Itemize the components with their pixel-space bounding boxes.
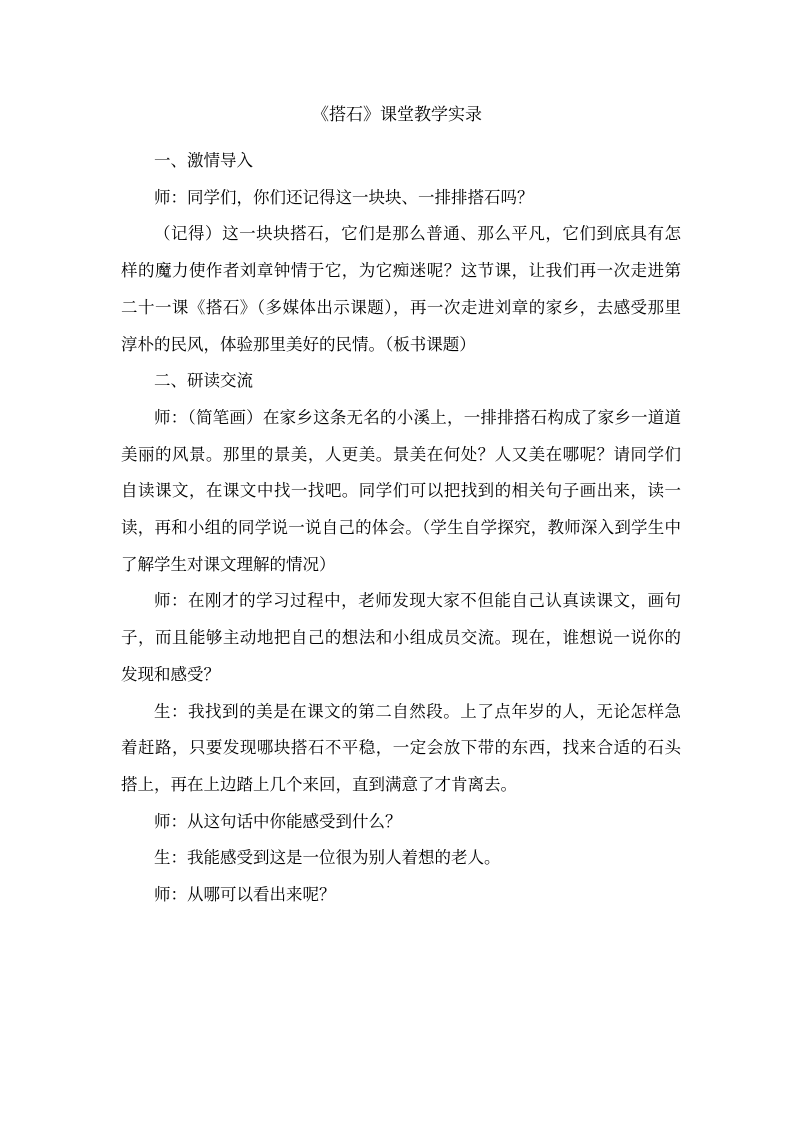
paragraph: 生：我找到的美是在课文的第二自然段。上了点年岁的人，无论怎样急着赶路，只要发现哪块搭石不平稳，一定会放下带的东西，找来合适的石头搭上，再在上边踏上几个来回，直到满意了才肯离去。 <box>121 701 681 794</box>
paragraph: 师：在刚才的学习过程中，老师发现大家不但能自己认真读课文，画句子，而且能够主动地把自己的想法和小组成员交流。现在，谁想说一说你的发现和感受？ <box>121 591 681 684</box>
paragraph: 师：（简笔画）在家乡这条无名的小溪上，一排排搭石构成了家乡一道道美丽的风景。那里的景美，人更美。景美在何处？人又美在哪呢？请同学们自读课文，在课文中找一找吧。同学们可以把找到的相关句子画出来，读一读，再和小组的同学说一说自己的体会。（学生自学探究，教师深入到学生中了解学生对课文理解的情况） <box>121 407 681 574</box>
document-body <box>121 143 681 914</box>
paragraph: 师：从哪可以看出来呢？ <box>154 885 336 905</box>
section-heading-intro: 一、激情导入 <box>154 151 253 170</box>
paragraph: 生：我能感受到这是一位很为别人着想的老人。 <box>154 848 501 868</box>
section-heading-reading: 二、研读交流 <box>154 371 253 391</box>
paragraph: （记得）这一块块搭石，它们是那么普通、那么平凡，它们到底具有怎样的魔力使作者刘章钟情于它，为它痴迷呢？这节课，让我们再一次走进第二十一课《搭石》（多媒体出示课题），再一次走进刘章的家乡，去感受那里淳朴的民风，体验那里美好的民情。（板书课题） <box>121 224 681 354</box>
paragraph: 师：同学们，你们还记得这一块块、一排排搭石吗？ <box>154 187 534 207</box>
document-title: 《搭石》课堂教学实录 <box>312 105 482 125</box>
paragraph: 师：从这句话中你能感受到什么？ <box>154 811 402 831</box>
